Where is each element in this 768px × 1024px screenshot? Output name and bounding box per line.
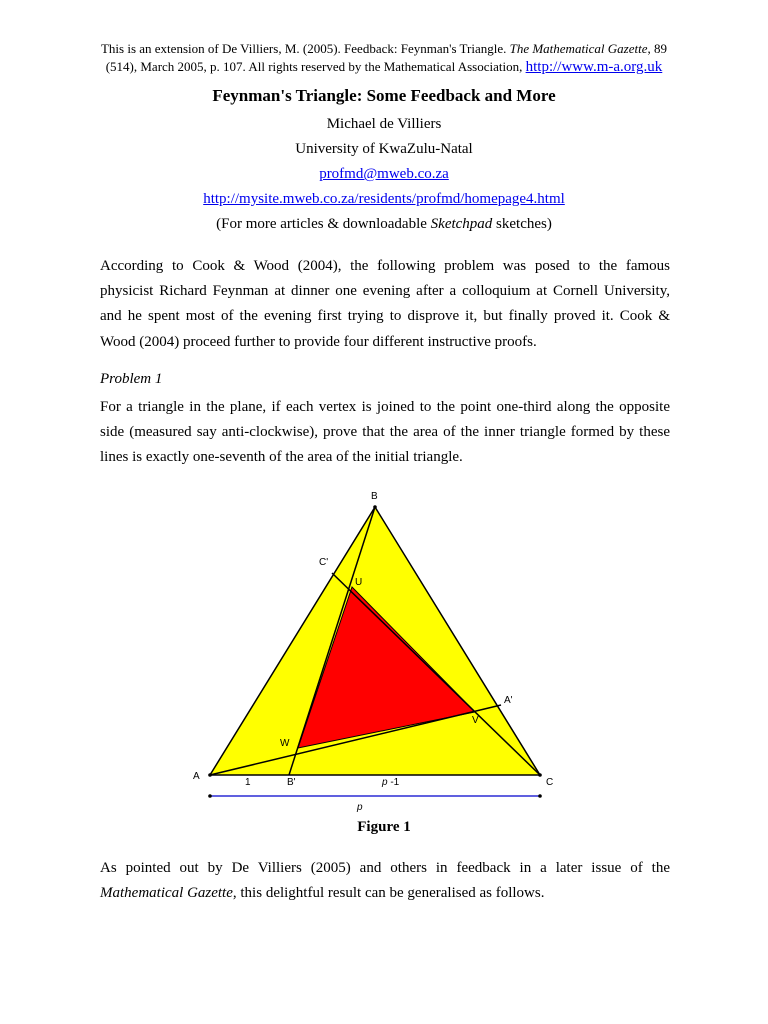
affiliation: University of KwaZulu-Natal — [295, 141, 473, 157]
vertex-point — [373, 505, 377, 509]
label-a: A — [193, 771, 200, 782]
text-line: Mathematical Gazette, this delightful result can be generalised as follows. — [100, 885, 545, 902]
citation-line-2: (514), March 2005, p. 107. All rights reserved by the Mathematical Association, http://www.m-a.org.uk — [105, 59, 663, 75]
problem-heading: Problem 1 — [100, 371, 163, 387]
citation-header — [60, 40, 708, 76]
text-line: lines is exactly one-seventh of the area of the initial triangle. — [100, 449, 463, 466]
text-line: Wood (2004) proceed further to provide four different instructive proofs. — [100, 333, 537, 350]
measure-endpoint — [538, 794, 542, 798]
author-name: Michael de Villiers — [326, 116, 442, 132]
vertex-point — [538, 773, 542, 777]
label-c: C — [546, 777, 554, 788]
measure-endpoint — [208, 794, 212, 798]
label-segment-p-minus-1: p -1 — [382, 777, 400, 788]
email-link[interactable]: profmd@mweb.co.za — [319, 166, 449, 182]
label-base-p: p — [357, 802, 363, 813]
text-line: As pointed out by De Villiers (2005) and others in feedback in a later issue of the — [100, 860, 670, 876]
label-a-prime: A' — [504, 695, 513, 706]
text-line: According to Cook & Wood (2004), the following problem was posed to the famous — [100, 258, 670, 274]
label-c-prime: C' — [319, 557, 329, 568]
text-line: For a triangle in the plane, if each vertex is joined to the point one-third along the opposite — [100, 399, 670, 415]
paper-title: Feynman's Triangle: Some Feedback and More — [212, 86, 556, 105]
label-segment-1: 1 — [245, 777, 251, 788]
association-link[interactable]: http://www.m-a.org.uk — [525, 59, 663, 75]
homepage-link[interactable]: http://mysite.mweb.co.za/residents/profmd/homepage4.html — [203, 191, 565, 207]
label-b-prime: B' — [287, 777, 296, 788]
label-b: B — [371, 491, 378, 502]
email-line — [0, 166, 768, 183]
closing-paragraph — [100, 856, 670, 906]
sketch-note: (For more articles & downloadable Sketchpad sketches) — [216, 216, 552, 232]
label-v: V — [472, 715, 479, 726]
feynman-triangle-figure — [185, 485, 565, 815]
figure-caption: Figure 1 — [357, 819, 411, 835]
vertex-point — [208, 773, 212, 777]
problem-paragraph — [100, 395, 670, 471]
citation-line-1: This is an extension of De Villiers, M. (2005). Feedback: Feynman's Triangle. The Mathematical Gazette, 89 — [100, 41, 668, 56]
homepage-line — [0, 191, 768, 208]
text-line: and he spent most of the evening first trying to disprove it, but finally proved it. Cook & — [100, 308, 670, 325]
text-line: physicist Richard Feynman at dinner one evening after a colloquium at Cornell University, — [100, 283, 670, 300]
text-line: side (measured say anti-clockwise), prove that the area of the inner triangle formed by these — [100, 424, 670, 441]
label-w: W — [280, 738, 290, 749]
intro-paragraph — [100, 254, 670, 355]
label-u: U — [355, 577, 363, 588]
